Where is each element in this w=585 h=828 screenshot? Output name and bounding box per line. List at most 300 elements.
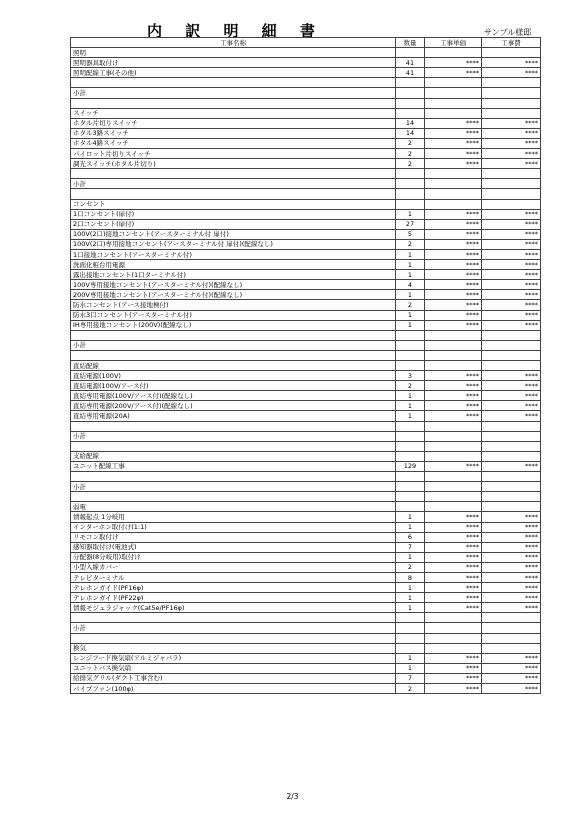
item-cost (482, 108, 541, 118)
item-name: 直結専用電源(20A) (71, 411, 396, 421)
item-name (71, 169, 396, 179)
item-qty (396, 472, 425, 482)
item-name: 小型入線カバー (71, 562, 396, 572)
item-qty: 1 (396, 310, 425, 320)
item-cost: **** (482, 290, 541, 300)
item-unit-price: **** (425, 138, 482, 148)
item-unit-price (425, 98, 482, 108)
item-cost: **** (482, 280, 541, 290)
item-name: パイロット片切りスイッチ (71, 149, 396, 159)
item-unit-price: **** (425, 260, 482, 270)
item-name: テレビターミナル (71, 572, 396, 582)
table-row (71, 572, 541, 582)
item-cost: **** (482, 512, 541, 522)
item-qty (396, 199, 425, 209)
item-cost: **** (482, 572, 541, 582)
item-name: IH専用接地コンセント(200V)(配線なし) (71, 320, 396, 330)
item-cost: **** (482, 522, 541, 532)
item-cost: **** (482, 58, 541, 68)
table-row (71, 673, 541, 683)
item-qty: 1 (396, 583, 425, 593)
item-name: 調光スイッチ(ホタル片切り) (71, 159, 396, 169)
table-row (71, 583, 541, 593)
table-row (71, 472, 541, 482)
item-qty (396, 48, 425, 58)
item-name: 小計 (71, 340, 396, 350)
table-row (71, 441, 541, 451)
table-row (71, 249, 541, 259)
item-cost: **** (482, 653, 541, 663)
table-row (71, 179, 541, 189)
item-name: 支給配線 (71, 451, 396, 461)
item-qty (396, 108, 425, 118)
item-qty: 1 (396, 663, 425, 673)
item-cost: **** (482, 411, 541, 421)
item-unit-price (425, 421, 482, 431)
table-row (71, 623, 541, 633)
item-qty: 1 (396, 411, 425, 421)
item-cost (482, 613, 541, 623)
table-row (71, 209, 541, 219)
item-unit-price: **** (425, 300, 482, 310)
item-qty (396, 179, 425, 189)
item-name: 直結電源(100V) (71, 371, 396, 381)
item-unit-price (425, 48, 482, 58)
item-name: ホタル4路スイッチ (71, 138, 396, 148)
item-unit-price: **** (425, 371, 482, 381)
item-unit-price: **** (425, 229, 482, 239)
item-cost (482, 472, 541, 482)
item-name: 100V専用接地コンセント(アースターミナル付)(配線なし) (71, 280, 396, 290)
item-cost: **** (482, 461, 541, 471)
table-row (71, 552, 541, 562)
item-unit-price: **** (425, 128, 482, 138)
item-cost: **** (482, 149, 541, 159)
item-name: 小計 (71, 482, 396, 492)
item-cost: **** (482, 270, 541, 280)
table-row (71, 128, 541, 138)
item-unit-price (425, 623, 482, 633)
item-qty: 1 (396, 391, 425, 401)
item-unit-price: **** (425, 249, 482, 259)
item-unit-price (425, 643, 482, 653)
table-row (71, 58, 541, 68)
item-qty (396, 502, 425, 512)
item-unit-price: **** (425, 461, 482, 471)
item-name: コンセント (71, 199, 396, 209)
table-row (71, 461, 541, 471)
item-cost (482, 492, 541, 502)
item-name: 防水3口コンセント(アースターミナル付) (71, 310, 396, 320)
item-cost: **** (482, 249, 541, 259)
table-row (71, 492, 541, 502)
table-row (71, 290, 541, 300)
item-name (71, 472, 396, 482)
item-cost: **** (482, 603, 541, 613)
item-qty: 1 (396, 593, 425, 603)
table-row (71, 684, 541, 694)
item-name: テレホンガイド(PF16φ) (71, 583, 396, 593)
table-row (71, 482, 541, 492)
table-row (71, 593, 541, 603)
item-name: 100V(2口)専用接地コンセント(アースターミナル付 扉付)(配線なし) (71, 239, 396, 249)
item-unit-price (425, 431, 482, 441)
item-unit-price (425, 169, 482, 179)
item-qty: 129 (396, 461, 425, 471)
item-qty: 1 (396, 270, 425, 280)
item-unit-price: **** (425, 270, 482, 280)
item-qty: 14 (396, 128, 425, 138)
item-qty: 41 (396, 58, 425, 68)
table-row (71, 562, 541, 572)
item-cost (482, 78, 541, 88)
table-row (71, 330, 541, 340)
item-cost: **** (482, 310, 541, 320)
item-unit-price: **** (425, 593, 482, 603)
item-qty: 6 (396, 532, 425, 542)
table-row (71, 189, 541, 199)
item-cost (482, 199, 541, 209)
item-cost: **** (482, 229, 541, 239)
item-unit-price: **** (425, 310, 482, 320)
item-qty: 8 (396, 572, 425, 582)
item-qty: 1 (396, 653, 425, 663)
item-name: 露出接地コンセント(1口ターミナル付) (71, 270, 396, 280)
item-cost: **** (482, 552, 541, 562)
item-unit-price: **** (425, 653, 482, 663)
table-row (71, 310, 541, 320)
item-cost: **** (482, 673, 541, 683)
item-unit-price: **** (425, 562, 482, 572)
table-row (71, 542, 541, 552)
item-cost (482, 361, 541, 371)
item-qty: 1 (396, 249, 425, 259)
item-cost (482, 330, 541, 340)
item-name: 1口接地コンセント(アースターミナル付) (71, 249, 396, 259)
item-cost: **** (482, 401, 541, 411)
item-unit-price (425, 502, 482, 512)
item-name: パイプファン(100φ) (71, 684, 396, 694)
item-cost: **** (482, 138, 541, 148)
item-qty: 1 (396, 512, 425, 522)
item-unit-price (425, 340, 482, 350)
item-qty: 3 (396, 371, 425, 381)
item-qty: 2 (396, 381, 425, 391)
item-qty (396, 88, 425, 98)
item-cost (482, 88, 541, 98)
item-unit-price: **** (425, 149, 482, 159)
table-row (71, 421, 541, 431)
item-qty: 2 (396, 684, 425, 694)
table-row (71, 320, 541, 330)
table-row (71, 401, 541, 411)
table-row (71, 643, 541, 653)
item-name: 直結電源(100V/アース付) (71, 381, 396, 391)
item-qty (396, 421, 425, 431)
item-cost (482, 431, 541, 441)
item-name: 1口コンセント(扉付) (71, 209, 396, 219)
item-qty: 1 (396, 522, 425, 532)
item-unit-price (425, 88, 482, 98)
item-qty: 2 (396, 300, 425, 310)
table-row (71, 88, 541, 98)
item-unit-price (425, 179, 482, 189)
item-cost (482, 643, 541, 653)
table-row (71, 239, 541, 249)
table-row (71, 270, 541, 280)
item-qty: 1 (396, 260, 425, 270)
item-unit-price: **** (425, 603, 482, 613)
item-unit-price: **** (425, 391, 482, 401)
item-qty (396, 98, 425, 108)
item-qty: 1 (396, 603, 425, 613)
item-cost: **** (482, 68, 541, 78)
table-row (71, 512, 541, 522)
item-qty (396, 431, 425, 441)
item-unit-price (425, 492, 482, 502)
table-row (71, 159, 541, 169)
item-unit-price (425, 78, 482, 88)
item-qty: 2 (396, 138, 425, 148)
item-cost (482, 421, 541, 431)
item-name: 照明配線工事(その他) (71, 68, 396, 78)
item-name (71, 189, 396, 199)
table-row (71, 118, 541, 128)
item-unit-price (425, 482, 482, 492)
table-row (71, 663, 541, 673)
item-qty: 4 (396, 280, 425, 290)
item-name: リモコン取付け (71, 532, 396, 542)
table-row (71, 411, 541, 421)
breakdown-table (70, 37, 541, 694)
item-name (71, 421, 396, 431)
table-row (71, 532, 541, 542)
item-cost: **** (482, 593, 541, 603)
item-cost: **** (482, 300, 541, 310)
item-unit-price: **** (425, 411, 482, 421)
item-unit-price (425, 350, 482, 360)
item-cost: **** (482, 239, 541, 249)
item-name: 照明 (71, 48, 396, 58)
item-cost (482, 482, 541, 492)
item-cost: **** (482, 128, 541, 138)
item-cost (482, 441, 541, 451)
item-name: 直結専用電源(200V/アース付)(配線なし) (71, 401, 396, 411)
item-qty (396, 633, 425, 643)
table-row (71, 98, 541, 108)
table-row (71, 78, 541, 88)
item-unit-price: **** (425, 219, 482, 229)
item-unit-price: **** (425, 663, 482, 673)
item-unit-price: **** (425, 118, 482, 128)
item-qty (396, 613, 425, 623)
item-qty (396, 78, 425, 88)
item-cost: **** (482, 542, 541, 552)
table-row (71, 300, 541, 310)
item-cost: **** (482, 562, 541, 572)
item-name: 照明器具取付け (71, 58, 396, 68)
item-name: 給排気グリル(ダクト工事含む) (71, 673, 396, 683)
table-body (71, 48, 541, 694)
item-name: 小計 (71, 179, 396, 189)
item-qty (396, 482, 425, 492)
item-cost (482, 169, 541, 179)
item-cost: **** (482, 118, 541, 128)
item-unit-price: **** (425, 673, 482, 683)
item-name: ホタル片切りスイッチ (71, 118, 396, 128)
item-name (71, 330, 396, 340)
item-qty: 27 (396, 219, 425, 229)
header-name: 工事名称 (71, 38, 396, 48)
table-row (71, 260, 541, 270)
item-qty: 7 (396, 673, 425, 683)
item-name: ホタル3路スイッチ (71, 128, 396, 138)
item-unit-price (425, 108, 482, 118)
table-row (71, 633, 541, 643)
header-qty: 数量 (396, 38, 425, 48)
item-unit-price: **** (425, 159, 482, 169)
item-qty (396, 623, 425, 633)
customer-name: サンプル様邸 (484, 28, 532, 37)
item-cost (482, 179, 541, 189)
item-qty: 2 (396, 149, 425, 159)
item-name (71, 613, 396, 623)
item-unit-price (425, 189, 482, 199)
item-unit-price: **** (425, 280, 482, 290)
item-unit-price (425, 633, 482, 643)
item-unit-price: **** (425, 552, 482, 562)
item-qty: 41 (396, 68, 425, 78)
table-row (71, 381, 541, 391)
table-row (71, 68, 541, 78)
item-cost: **** (482, 381, 541, 391)
item-qty (396, 451, 425, 461)
item-unit-price: **** (425, 684, 482, 694)
item-name (71, 441, 396, 451)
item-name: 情報モジュラジャック(Cat5e/PF16φ) (71, 603, 396, 613)
item-unit-price: **** (425, 290, 482, 300)
item-unit-price (425, 199, 482, 209)
item-cost (482, 350, 541, 360)
item-qty (396, 189, 425, 199)
item-name: スイッチ (71, 108, 396, 118)
item-name: 小計 (71, 88, 396, 98)
item-cost: **** (482, 391, 541, 401)
item-name: インターホン取付け(1:1) (71, 522, 396, 532)
table-row (71, 371, 541, 381)
table-row (71, 613, 541, 623)
item-unit-price (425, 330, 482, 340)
item-unit-price (425, 441, 482, 451)
item-unit-price (425, 613, 482, 623)
item-unit-price: **** (425, 58, 482, 68)
item-cost (482, 633, 541, 643)
item-qty (396, 492, 425, 502)
item-qty: 1 (396, 320, 425, 330)
table-row (71, 451, 541, 461)
item-name (71, 350, 396, 360)
item-qty (396, 340, 425, 350)
item-cost: **** (482, 219, 541, 229)
item-cost (482, 623, 541, 633)
item-cost: **** (482, 159, 541, 169)
item-unit-price: **** (425, 209, 482, 219)
item-name: 小計 (71, 623, 396, 633)
item-qty: 1 (396, 209, 425, 219)
item-qty: 1 (396, 290, 425, 300)
item-cost (482, 98, 541, 108)
item-qty: 1 (396, 552, 425, 562)
item-name: 小計 (71, 431, 396, 441)
table-row (71, 169, 541, 179)
item-name: ユニットバス換気扇 (71, 663, 396, 673)
table-row (71, 219, 541, 229)
item-unit-price (425, 472, 482, 482)
item-cost: **** (482, 532, 541, 542)
item-qty: 7 (396, 542, 425, 552)
item-name: 100V(2口)接地コンセント(アースターミナル付 扉付) (71, 229, 396, 239)
table-row (71, 340, 541, 350)
item-unit-price (425, 451, 482, 461)
table-row (71, 653, 541, 663)
item-cost: **** (482, 684, 541, 694)
item-unit-price (425, 361, 482, 371)
table-row (71, 502, 541, 512)
item-cost: **** (482, 583, 541, 593)
item-unit-price: **** (425, 542, 482, 552)
item-name (71, 633, 396, 643)
item-cost (482, 502, 541, 512)
item-name: 情報起点 1分岐用 (71, 512, 396, 522)
item-qty: 1 (396, 401, 425, 411)
item-name (71, 492, 396, 502)
table-row (71, 229, 541, 239)
table-row (71, 431, 541, 441)
item-qty: 2 (396, 562, 425, 572)
table-header-row (71, 38, 541, 48)
item-unit-price: **** (425, 572, 482, 582)
item-name: 弱電 (71, 502, 396, 512)
item-name: 分配器(8分岐用)取付け (71, 552, 396, 562)
table-row (71, 361, 541, 371)
item-unit-price: **** (425, 401, 482, 411)
item-cost (482, 451, 541, 461)
item-name: 防水コンセント(アース接地極付) (71, 300, 396, 310)
document-title: 内 訳 明 細 書 (147, 22, 324, 40)
table-row (71, 199, 541, 209)
table-row (71, 48, 541, 58)
item-name: 2口コンセント(扉付) (71, 219, 396, 229)
item-name: 直結配線 (71, 361, 396, 371)
table-row (71, 603, 541, 613)
item-unit-price: **** (425, 320, 482, 330)
item-cost: **** (482, 260, 541, 270)
item-unit-price: **** (425, 68, 482, 78)
table-row (71, 522, 541, 532)
item-unit-price: **** (425, 512, 482, 522)
item-unit-price: **** (425, 583, 482, 593)
item-name: 200V専用接地コンセント(アースターミナル付)(配線なし) (71, 290, 396, 300)
item-qty (396, 361, 425, 371)
item-qty (396, 169, 425, 179)
item-name: レンジフード換気扇(アルミジャバラ) (71, 653, 396, 663)
table-row (71, 280, 541, 290)
header-unit-price: 工事単価 (425, 38, 482, 48)
item-name: テレホンガイド(PF22φ) (71, 593, 396, 603)
item-cost: **** (482, 371, 541, 381)
item-qty (396, 643, 425, 653)
item-qty: 5 (396, 229, 425, 239)
